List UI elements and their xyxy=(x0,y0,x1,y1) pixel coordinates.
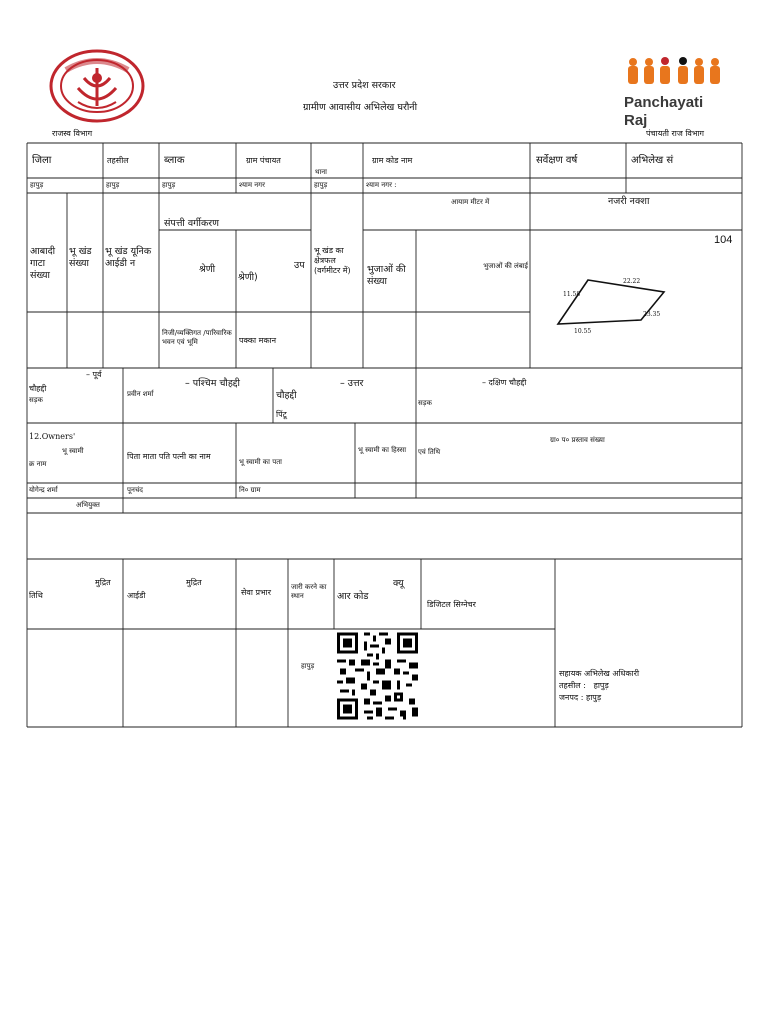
header-line-1: उत्तर प्रदेश सरकार xyxy=(333,80,396,91)
officer-janpad: जनपद : हापुड़ xyxy=(559,693,602,702)
label-shreni: श्रेणी xyxy=(199,264,216,275)
label-owners: 12.Owners' xyxy=(29,432,76,441)
label-sampatti-vargikaran: संपत्ती वर्गीकरण xyxy=(164,218,220,229)
right-department: पंचायती राज विभाग xyxy=(646,129,705,138)
label-bhukhand-unique-id: भू खंड यूनिक आईडी न xyxy=(105,246,152,269)
label-kr-naam: क्र नाम xyxy=(29,460,47,468)
value-gram-code: श्याम नगर : xyxy=(366,181,397,189)
label-gram-code: ग्राम कोड नाम xyxy=(372,156,413,165)
label-bhu-swami: भू स्वामी xyxy=(62,447,84,455)
label-qr-2: आर कोड xyxy=(337,591,369,602)
label-mudrit-id-1: मुद्रित xyxy=(186,578,202,587)
label-bhu-swami-hissa: भू स्वामी का हिस्सा xyxy=(358,446,407,454)
label-aayam: आयाम मीटर में xyxy=(451,198,490,206)
side-label-1: 11.58 xyxy=(563,291,581,298)
label-abadi-gata: आबादी गाटा संख्या xyxy=(30,246,56,281)
label-bhukhand-sankhya: भू खंड संख्या xyxy=(69,246,92,269)
label-mudrit-id-2: आईडी xyxy=(127,591,146,600)
label-gram-panchayat: ग्राम पंचायत xyxy=(246,156,281,165)
label-jari-karne-sthan: जारी करने का स्थान xyxy=(291,583,327,600)
label-pashchim: – पश्चिम चौहद्दी xyxy=(185,378,240,389)
value-tehsil: हापुड़ xyxy=(106,181,120,189)
label-purv-chauhaddi: चौहद्दी xyxy=(29,384,47,393)
value-thana: हापुड़ xyxy=(314,181,328,189)
label-bhujaon-lambai: भुजाओं की लंबाई xyxy=(483,262,528,270)
side-label-2: 22.22 xyxy=(623,278,641,285)
label-thana: थाना xyxy=(315,168,327,176)
label-survey-year: सर्वेक्षण वर्ष xyxy=(536,155,578,166)
value-address: नि० ग्राम xyxy=(239,486,261,494)
value-uttar: पिंटू xyxy=(276,410,287,419)
label-pita-naam: पिता माता पति पत्नी का नाम xyxy=(127,452,211,461)
plot-number: 104 xyxy=(714,234,733,246)
label-bhukhand-kshetrafal: भू खंड का क्षेत्रफल (वर्गमीटर में) xyxy=(314,246,351,275)
value-father-name: पूनचंद xyxy=(127,486,144,494)
value-purv: सड़क xyxy=(29,396,43,404)
label-block: ब्लाक xyxy=(164,155,185,166)
label-bhu-swami-pata: भू स्वामी का पता xyxy=(239,458,282,466)
value-shreni: निजी/व्यक्तिगत /पारिवारिक भवन एवं भूमि xyxy=(162,329,232,346)
value-gram-panchayat: श्याम नगर xyxy=(239,181,265,189)
value-up-shreni: पक्का मकान xyxy=(239,336,277,345)
value-block: हापुड़ xyxy=(162,181,176,189)
side-label-4: 10.55 xyxy=(574,328,592,335)
label-record-no: अभिलेख सं xyxy=(631,155,674,166)
label-mudrit-tithi-1: मुद्रित xyxy=(95,578,111,587)
label-dakshin: – दक्षिण चौहद्दी xyxy=(482,378,527,387)
value-owner-name: योगेन्द्र शर्मा xyxy=(29,486,58,494)
label-purv: – पूर्व xyxy=(86,370,102,379)
left-department: राजस्व विभाग xyxy=(52,129,93,138)
officer-title: सहायक अभिलेख अधिकारी xyxy=(559,669,640,678)
panchayati-raj-text: Panchayati Raj xyxy=(624,94,704,129)
label-uttar: – उत्तर xyxy=(340,378,364,389)
label-up: उप xyxy=(294,260,305,271)
label-mudrit-tithi-2: तिथि xyxy=(29,591,43,600)
label-uttar-chauhaddi: चौहद्दी xyxy=(276,390,297,401)
plot-sketch xyxy=(548,272,688,342)
label-evam-tithi: एवं तिथि xyxy=(418,448,441,456)
value-pashchim: प्रवीन शर्मा xyxy=(127,390,154,398)
label-jila: जिला xyxy=(32,155,52,166)
officer-tehsil: तहसील : हापुड़ xyxy=(559,681,609,690)
label-remarks: अभियुक्त xyxy=(76,501,100,509)
value-dakshin: सड़क xyxy=(418,399,432,407)
label-prastav-sankhya: ग्रा० प० प्रस्ताव संख्या xyxy=(550,436,605,444)
label-qr-1: क्यू xyxy=(393,578,404,589)
side-label-3: 23.35 xyxy=(643,311,661,318)
label-seva-prabhar: सेवा प्रभार xyxy=(241,588,271,597)
header-line-2: ग्रामीण आवासीय अभिलेख घरौनी xyxy=(303,102,418,113)
label-up-shreni: श्रेणी) xyxy=(238,272,258,283)
label-digital-signature: डिजिटल सिग्नेचर xyxy=(427,600,476,609)
value-jila: हापुड़ xyxy=(30,181,44,189)
label-tehsil: तहसील xyxy=(107,156,129,165)
qr-code xyxy=(334,629,421,723)
label-bhujaon-sankhya: भुजाओं की संख्या xyxy=(367,264,406,287)
label-najari-naksha: नजरी नक्शा xyxy=(608,196,650,207)
value-jari-sthan: हापुड़ xyxy=(301,662,315,670)
